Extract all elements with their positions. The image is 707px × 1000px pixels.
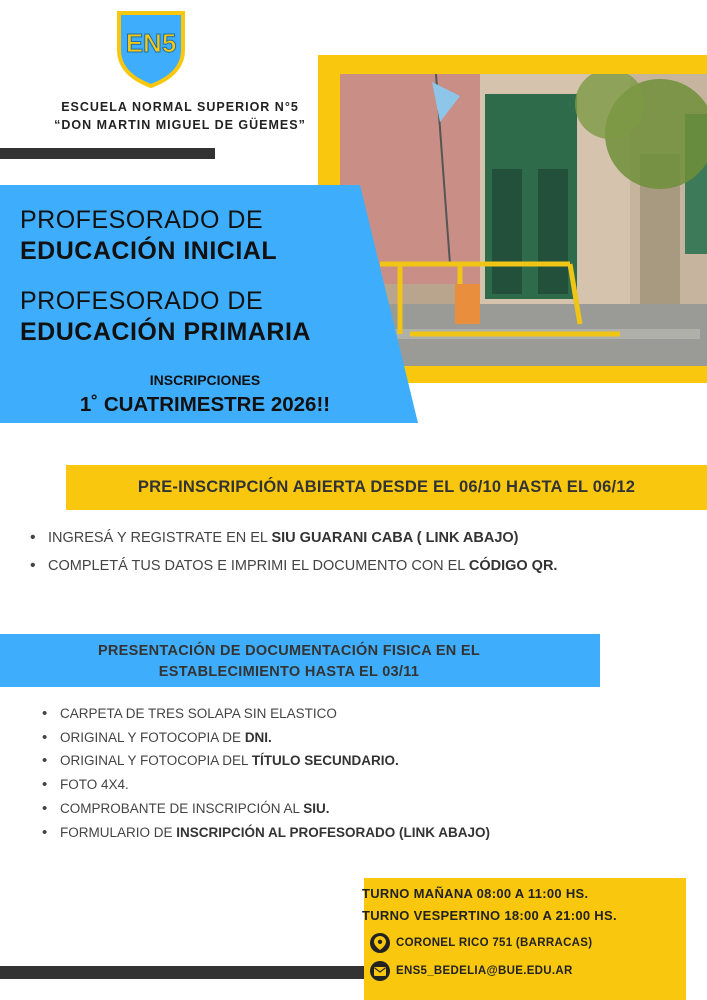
email-text[interactable]: ENS5_BEDELIA@BUE.EDU.AR: [396, 965, 573, 977]
divider-bar-top: [0, 148, 215, 159]
school-name-line2: “DON MARTIN MIGUEL DE GÜEMES”: [54, 118, 306, 132]
list-item: • INGRESÁ Y REGISTRATE EN EL SIU GUARANI CABA ( LINK ABAJO): [30, 524, 700, 552]
program-1-name: EDUCACIÓN INICIAL: [20, 237, 278, 265]
list-item: • COMPROBANTE DE INSCRIPCIÓN AL SIU.: [42, 797, 682, 821]
envelope-icon: [370, 961, 390, 981]
list-item: • COMPLETÁ TUS DATOS E IMPRIMI EL DOCUMENTO CON EL CÓDIGO QR.: [30, 552, 700, 580]
program-2-name: EDUCACIÓN PRIMARIA: [20, 318, 311, 346]
documentacion-list: [42, 702, 682, 844]
school-name: [20, 98, 340, 134]
list-item: • ORIGINAL Y FOTOCOPIA DE DNI.: [42, 726, 682, 750]
documentacion-banner-line2: ESTABLECIMIENTO HASTA EL 03/11: [158, 664, 420, 680]
inscripciones-label: INSCRIPCIONES: [149, 372, 261, 388]
address: [370, 933, 592, 953]
logo-text: EN5: [125, 28, 177, 58]
address-text: CORONEL RICO 751 (BARRACAS): [396, 937, 593, 949]
preinscripcion-banner: [66, 465, 707, 510]
list-item: • FORMULARIO DE INSCRIPCIÓN AL PROFESORADO (LINK ABAJO): [42, 821, 682, 845]
program-1-prefix: PROFESORADO DE: [20, 206, 264, 234]
turno-manana: TURNO MAÑANA 08:00 A 11:00 HS.: [362, 886, 589, 901]
location-pin-icon: [370, 933, 390, 953]
list-item: • CARPETA DE TRES SOLAPA SIN ELASTICO: [42, 702, 682, 726]
email[interactable]: [370, 961, 573, 981]
list-item: • FOTO 4X4.: [42, 773, 682, 797]
divider-bar-bottom: [0, 966, 364, 979]
preinscripcion-banner-text: PRE-INSCRIPCIÓN ABIERTA DESDE EL 06/10 HASTA EL 06/12: [137, 478, 636, 496]
inscripciones-period: 1˚ CUATRIMESTRE 2026!!: [79, 393, 331, 416]
documentacion-banner-line1: PRESENTACIÓN DE DOCUMENTACIÓN FISICA EN EL: [97, 643, 481, 659]
school-shield-logo: [116, 10, 186, 88]
turno-vespertino: TURNO VESPERTINO 18:00 A 21:00 HS.: [362, 908, 617, 923]
documentacion-banner: [0, 634, 600, 687]
school-building-photo: [340, 74, 707, 366]
program-2-prefix: PROFESORADO DE: [20, 287, 264, 315]
list-item: • ORIGINAL Y FOTOCOPIA DEL TÍTULO SECUNDARIO.: [42, 749, 682, 773]
school-name-line1: ESCUELA NORMAL SUPERIOR N°5: [61, 100, 299, 114]
preinscripcion-steps: [30, 524, 700, 580]
